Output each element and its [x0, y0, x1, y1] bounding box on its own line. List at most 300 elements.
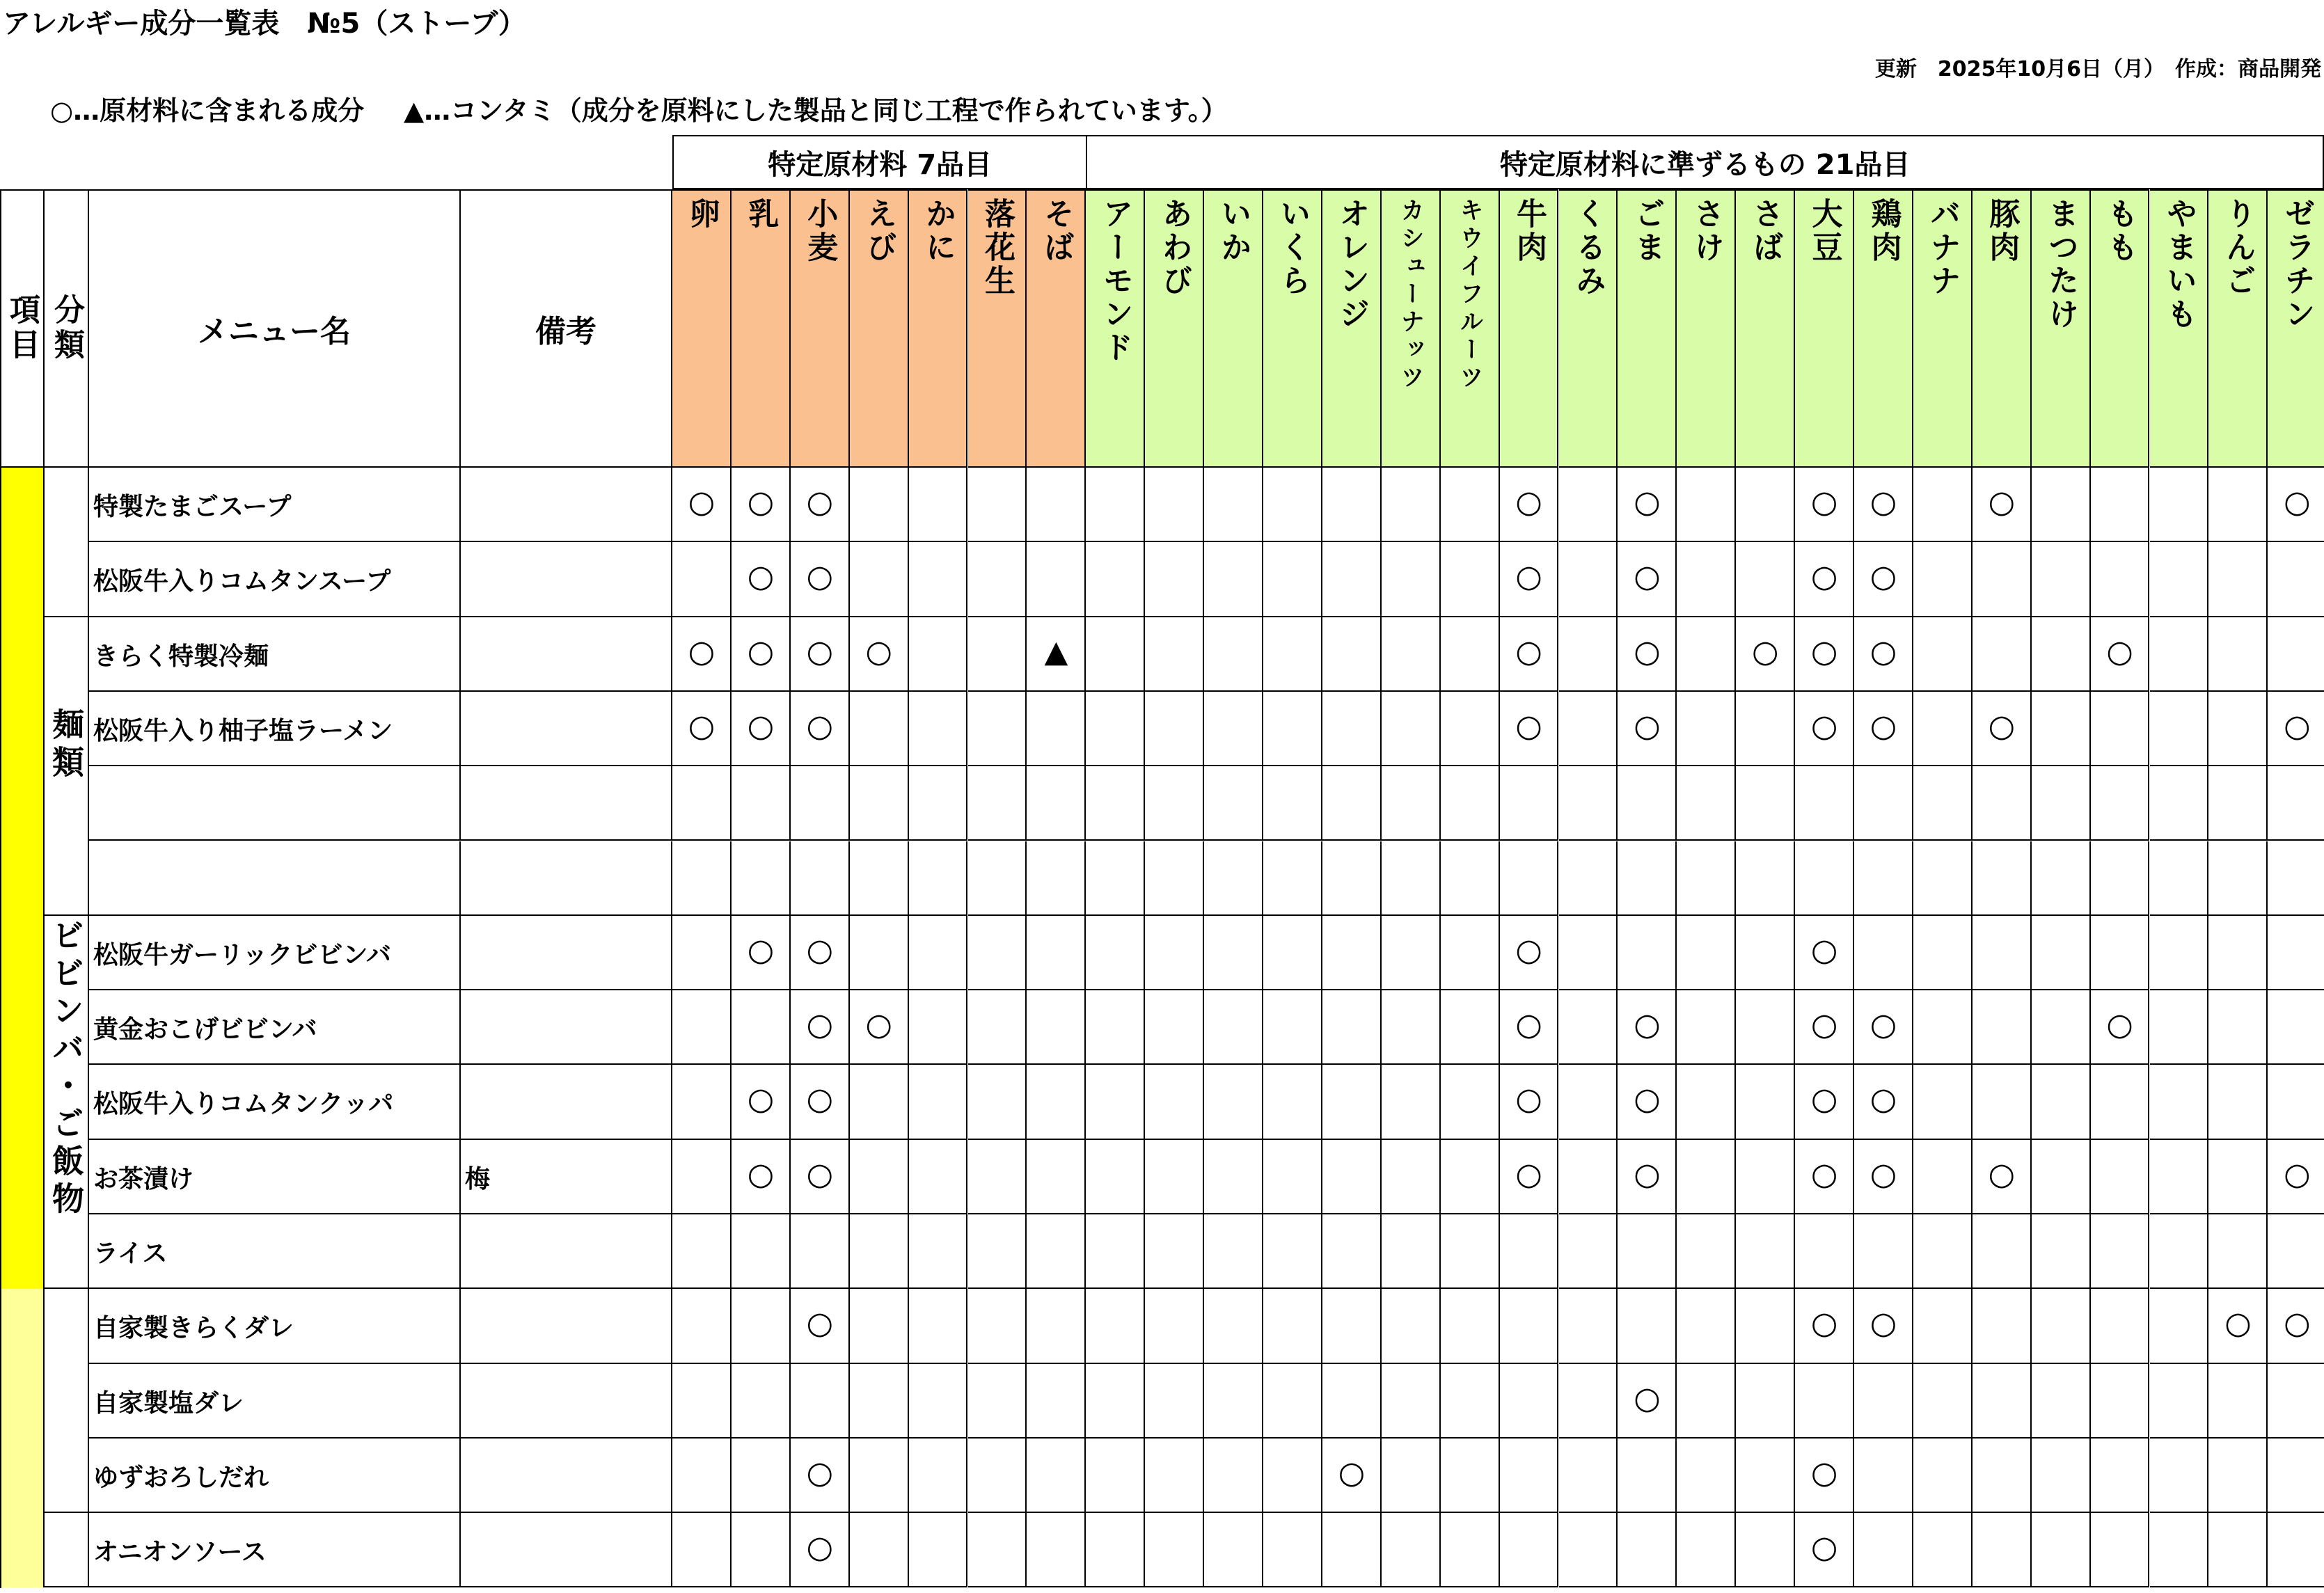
included-mark: ○ [1634, 1007, 1661, 1043]
category-label: ビビンバ・ご飯物 [47, 918, 85, 1219]
allergen-name: あわび [1156, 198, 1192, 298]
allergen-name: 鶏肉 [1865, 198, 1902, 264]
allergen-cell [1204, 1439, 1263, 1513]
allergen-cell [1973, 916, 2032, 990]
included-mark: ○ [1810, 1007, 1838, 1043]
included-mark: ○ [1870, 1306, 1897, 1342]
allergen-cell [2150, 692, 2209, 766]
allergen-cell [732, 1289, 791, 1363]
allergen-cell [1263, 468, 1322, 542]
allergen-cell [1145, 916, 1204, 990]
included-mark: ○ [1515, 932, 1542, 968]
allergen-cell [672, 1214, 732, 1289]
included-mark: ○ [1515, 1081, 1542, 1118]
update-info: 更新 2025年10月6日（月） 作成：商品開発 [1874, 57, 2321, 81]
allergen-name: さけ [1688, 198, 1724, 264]
allergen-cell [672, 1065, 732, 1139]
included-mark: ○ [688, 484, 716, 520]
allergen-cell [2208, 1214, 2268, 1289]
included-mark: ○ [1515, 1156, 1542, 1192]
allergen-cell [1441, 1140, 1500, 1214]
included-mark: ○ [806, 559, 833, 595]
allergen-cell [1322, 468, 1382, 542]
allergen-cell [1382, 542, 1441, 617]
included-mark: ○ [747, 633, 775, 669]
allergen-cell [909, 1140, 968, 1214]
contamination-mark: ▲ [1044, 633, 1068, 669]
allergen-cell [1677, 1513, 1736, 1587]
allergen-cell [1913, 766, 1973, 841]
allergen-cell [1027, 766, 1086, 841]
allergen-cell [1322, 542, 1382, 617]
allergen-cell [909, 692, 968, 766]
allergen-cell [2091, 1439, 2150, 1513]
allergen-cell [1204, 841, 1263, 916]
allergen-cell [672, 841, 732, 916]
included-mark: ○ [1338, 1455, 1366, 1491]
allergen-cell [2032, 990, 2091, 1065]
allergen-cell [1854, 841, 1913, 916]
category-group-4 [45, 1513, 89, 1587]
included-mark: ○ [806, 484, 833, 520]
allergen-cell [1618, 1513, 1677, 1587]
allergen-cell [1677, 766, 1736, 841]
allergen-name: カシューナッツ [1396, 198, 1425, 393]
allergen-cell [1559, 1513, 1618, 1587]
allergen-cell [1086, 1065, 1145, 1139]
allergen-cell [1559, 692, 1618, 766]
allergen-cell [850, 468, 909, 542]
allergen-cell [1027, 1065, 1086, 1139]
allergen-cell [1086, 468, 1145, 542]
allergen-cell [850, 692, 909, 766]
allergen-cell [1559, 1439, 1618, 1513]
included-mark: ○ [806, 932, 833, 968]
included-mark: ○ [1810, 932, 1838, 968]
allergen-cell [1086, 990, 1145, 1065]
allergen-cell [2268, 542, 2324, 617]
allergen-cell [2032, 1140, 2091, 1214]
allergen-cell [2208, 468, 2268, 542]
allergen-header-11 [1322, 189, 1382, 468]
menu-name: 松阪牛ガーリックビビンバ [93, 940, 392, 969]
allergen-header-12 [1382, 189, 1441, 468]
note-cell [461, 692, 672, 766]
allergen-cell [1559, 1214, 1618, 1289]
allergen-cell [1559, 1140, 1618, 1214]
allergen-cell [1854, 1513, 1913, 1587]
allergen-cell [1973, 766, 2032, 841]
allergen-cell [2091, 766, 2150, 841]
allergen-header-22 [1973, 189, 2032, 468]
included-mark: ○ [688, 708, 716, 744]
allergen-cell [1382, 990, 1441, 1065]
allergen-cell [2268, 1513, 2324, 1587]
allergen-cell [968, 1439, 1027, 1513]
allergen-cell [1441, 990, 1500, 1065]
allergen-name: 乳 [743, 198, 779, 231]
allergen-cell [1973, 1364, 2032, 1439]
included-mark: ○ [747, 1156, 775, 1192]
allergen-header-8 [1145, 189, 1204, 468]
allergen-header-15 [1559, 189, 1618, 468]
allergen-cell [1263, 1214, 1322, 1289]
allergen-cell [968, 766, 1027, 841]
allergen-header-20 [1854, 189, 1913, 468]
menu-cell [89, 841, 461, 916]
allergen-cell [1204, 1364, 1263, 1439]
allergen-cell [791, 841, 850, 916]
allergen-header-19 [1795, 189, 1854, 468]
allergen-name: 大豆 [1806, 198, 1842, 264]
allergen-cell [2032, 1513, 2091, 1587]
allergen-cell [1973, 1065, 2032, 1139]
allergen-cell [732, 1513, 791, 1587]
allergen-cell [909, 1364, 968, 1439]
allergen-header-23 [2032, 189, 2091, 468]
allergen-cell [1204, 617, 1263, 692]
included-mark: ○ [1751, 633, 1779, 669]
allergen-cell [1736, 1513, 1795, 1587]
allergen-cell [1086, 542, 1145, 617]
allergen-cell [1145, 1364, 1204, 1439]
allergen-cell [2091, 841, 2150, 916]
allergen-cell [909, 990, 968, 1065]
menu-name: 松阪牛入りコムタンスープ [93, 567, 391, 596]
included-mark: ○ [1515, 633, 1542, 669]
included-mark: ○ [1810, 1306, 1838, 1342]
menu-cell [89, 766, 461, 841]
allergen-cell [2150, 1513, 2209, 1587]
included-mark: ○ [747, 932, 775, 968]
allergen-cell [968, 916, 1027, 990]
allergen-cell [672, 1140, 732, 1214]
item-column-label: 項目 [4, 294, 40, 363]
allergen-cell [672, 542, 732, 617]
allergen-name: ごま [1629, 198, 1665, 264]
allergen-cell [1795, 841, 1854, 916]
allergen-cell [1854, 766, 1913, 841]
included-mark: ○ [865, 1007, 892, 1043]
included-mark: ○ [1515, 708, 1542, 744]
allergen-cell [1145, 1214, 1204, 1289]
note-cell [461, 1140, 672, 1214]
allergen-cell [2032, 841, 2091, 916]
allergen-cell [1677, 1364, 1736, 1439]
allergen-cell [1618, 916, 1677, 990]
allergen-cell [1913, 990, 1973, 1065]
allergen-cell [2091, 692, 2150, 766]
allergen-cell [1382, 468, 1441, 542]
included-mark: ○ [1810, 708, 1838, 744]
allergen-cell [1677, 841, 1736, 916]
allergen-cell [1322, 1513, 1382, 1587]
allergen-cell [968, 617, 1027, 692]
included-mark: ○ [1634, 484, 1661, 520]
included-mark: ○ [1810, 633, 1838, 669]
allergen-cell [2091, 1065, 2150, 1139]
allergen-cell [1204, 1065, 1263, 1139]
allergen-header-16 [1618, 189, 1677, 468]
allergen-name: やまいも [2160, 198, 2197, 331]
menu-name: きらく特製冷麺 [93, 642, 269, 671]
allergen-cell [672, 1289, 732, 1363]
table-left-border [0, 189, 1, 1588]
allergen-cell [1973, 1214, 2032, 1289]
menu-name: ゆずおろしだれ [93, 1463, 269, 1492]
allergen-cell [1382, 1065, 1441, 1139]
allergen-cell [1027, 841, 1086, 916]
included-mark: ○ [1810, 1156, 1838, 1192]
allergen-name: そば [1038, 198, 1074, 264]
allergen-name: キウイフルーツ [1455, 198, 1484, 393]
allergen-cell [1618, 841, 1677, 916]
allergen-cell [1441, 617, 1500, 692]
allergen-cell [1322, 1140, 1382, 1214]
allergen-cell [1263, 1289, 1322, 1363]
menu-name: 自家製きらくダレ [93, 1314, 294, 1343]
allergen-cell [1913, 1289, 1973, 1363]
allergen-cell [1204, 542, 1263, 617]
allergen-cell [2268, 990, 2324, 1065]
allergen-name: りんご [2220, 198, 2256, 298]
menu-name: お茶漬け [93, 1164, 194, 1194]
allergen-cell [1322, 841, 1382, 916]
allergen-cell [2268, 617, 2324, 692]
allergen-cell [909, 1439, 968, 1513]
allergen-cell [672, 1513, 732, 1587]
allergen-cell [1677, 1439, 1736, 1513]
allergen-cell [1677, 1140, 1736, 1214]
allergen-cell [1736, 990, 1795, 1065]
allergen-cell [1145, 692, 1204, 766]
allergen-cell [1677, 1289, 1736, 1363]
allergen-cell [1263, 990, 1322, 1065]
allergen-cell [2032, 1065, 2091, 1139]
allergen-cell [1263, 1439, 1322, 1513]
allergen-cell [1027, 1214, 1086, 1289]
included-mark: ○ [747, 484, 775, 520]
allergen-cell [1145, 1140, 1204, 1214]
allergen-cell [1736, 468, 1795, 542]
allergen-cell [1322, 1214, 1382, 1289]
allergen-cell [1973, 1289, 2032, 1363]
allergen-cell [968, 692, 1027, 766]
allergen-cell [732, 1214, 791, 1289]
category-column-label: 分類 [49, 294, 84, 363]
allergen-cell [909, 468, 968, 542]
allergen-cell [1382, 1513, 1441, 1587]
allergen-cell [850, 1065, 909, 1139]
allergen-cell [909, 766, 968, 841]
allergen-cell [1204, 692, 1263, 766]
allergen-cell [1677, 468, 1736, 542]
allergen-cell [1086, 1214, 1145, 1289]
allergen-cell [1145, 468, 1204, 542]
included-mark: ○ [1870, 633, 1897, 669]
allergen-cell [2208, 990, 2268, 1065]
allergen-name: 卵 [683, 198, 720, 231]
allergen-cell [2032, 766, 2091, 841]
note-cell [461, 542, 672, 617]
allergen-cell [1204, 916, 1263, 990]
allergen-cell [1559, 841, 1618, 916]
allergen-cell [1677, 542, 1736, 617]
allergen-cell [850, 1214, 909, 1289]
allergen-name: 小麦 [802, 198, 838, 264]
group7-header: 特定原材料 7品目 [672, 135, 1086, 189]
allergen-cell [1913, 1214, 1973, 1289]
allergen-cell [1204, 468, 1263, 542]
included-mark: ○ [1870, 484, 1897, 520]
allergen-cell [968, 468, 1027, 542]
allergen-cell [1913, 1364, 1973, 1439]
allergen-cell [1322, 692, 1382, 766]
included-mark: ○ [806, 1007, 833, 1043]
menu-name: 特製たまごスープ [93, 493, 292, 521]
allergen-cell [1027, 692, 1086, 766]
allergen-name: 落花生 [979, 198, 1015, 298]
allergen-header-5 [968, 189, 1027, 468]
allergen-cell [1736, 916, 1795, 990]
allergen-cell [1677, 617, 1736, 692]
included-mark: ○ [747, 708, 775, 744]
allergen-cell [1618, 1214, 1677, 1289]
menu-name: 松阪牛入りコムタンクッパ [93, 1090, 394, 1119]
allergen-cell [1854, 1364, 1913, 1439]
included-mark: ○ [806, 633, 833, 669]
allergen-name: くるみ [1570, 198, 1606, 298]
allergen-cell [1559, 1364, 1618, 1439]
allergen-cell [1441, 1214, 1500, 1289]
menu-column-label: メニュー名 [198, 314, 351, 349]
allergen-cell [791, 1214, 850, 1289]
allergen-cell [2268, 1364, 2324, 1439]
included-mark: ○ [2106, 633, 2133, 669]
allergen-cell [1736, 542, 1795, 617]
allergen-cell [1263, 766, 1322, 841]
allergen-cell [1204, 766, 1263, 841]
included-mark: ○ [2284, 1156, 2311, 1192]
allergen-name: アーモンド [1097, 198, 1133, 365]
allergen-cell [1677, 990, 1736, 1065]
allergen-name: バナナ [1924, 198, 1961, 298]
included-mark: ○ [1988, 1156, 2015, 1192]
included-mark: ○ [1515, 1007, 1542, 1043]
allergen-cell [1559, 1289, 1618, 1363]
allergen-cell [1086, 1289, 1145, 1363]
legend-included: ○…原材料に含まれる成分 [50, 95, 365, 126]
allergen-cell [1559, 990, 1618, 1065]
allergen-cell [1382, 1214, 1441, 1289]
allergen-cell [968, 1364, 1027, 1439]
allergen-cell [1618, 1439, 1677, 1513]
allergen-cell [1500, 1513, 1559, 1587]
allergen-cell [2208, 1140, 2268, 1214]
allergen-name: オレンジ [1334, 198, 1370, 331]
allergen-cell [1322, 1065, 1382, 1139]
allergen-cell [2268, 1439, 2324, 1513]
allergen-cell [1027, 1513, 1086, 1587]
allergen-header-18 [1736, 189, 1795, 468]
allergen-cell [968, 1065, 1027, 1139]
allergen-cell [2208, 1439, 2268, 1513]
allergen-cell [1500, 1364, 1559, 1439]
allergen-cell [672, 1439, 732, 1513]
included-mark: ○ [1870, 1156, 1897, 1192]
included-mark: ○ [1634, 1081, 1661, 1118]
allergen-cell [850, 1289, 909, 1363]
note-cell [461, 1364, 672, 1439]
allergen-cell [1618, 766, 1677, 841]
menu-name: 松阪牛入り柚子塩ラーメン [93, 716, 393, 745]
allergen-cell [1204, 1214, 1263, 1289]
allergen-cell [968, 1513, 1027, 1587]
allergen-header-13 [1441, 189, 1500, 468]
allergen-header-4 [909, 189, 968, 468]
allergen-cell [1263, 1140, 1322, 1214]
allergen-cell [2208, 1065, 2268, 1139]
allergen-cell [1145, 1513, 1204, 1587]
allergen-cell [1382, 1439, 1441, 1513]
allergen-header-2 [791, 189, 850, 468]
allergen-cell [2032, 1364, 2091, 1439]
included-mark: ○ [1870, 559, 1897, 595]
included-mark: ○ [1810, 1530, 1838, 1566]
included-mark: ○ [1870, 1007, 1897, 1043]
allergen-cell [1086, 1140, 1145, 1214]
allergen-cell [1382, 1289, 1441, 1363]
allergen-cell [1027, 916, 1086, 990]
allergen-cell [1559, 1065, 1618, 1139]
allergen-cell [1204, 1513, 1263, 1587]
allergen-name: ゼラチン [2279, 198, 2315, 331]
allergen-header-24 [2091, 189, 2150, 468]
allergen-cell [1382, 1364, 1441, 1439]
allergen-cell [1736, 1065, 1795, 1139]
note-cell [461, 1289, 672, 1363]
allergen-cell [909, 1214, 968, 1289]
included-mark: ○ [1988, 484, 2015, 520]
note-column-header [461, 189, 672, 468]
allergen-cell [850, 1140, 909, 1214]
menu-name: 黄金おこげビビンバ [93, 1015, 317, 1045]
included-mark: ○ [1988, 708, 2015, 744]
allergen-cell [850, 1439, 909, 1513]
allergen-cell [1500, 1214, 1559, 1289]
category-group-0 [45, 468, 89, 617]
allergen-cell [1204, 1140, 1263, 1214]
included-mark: ○ [1634, 708, 1661, 744]
note-cell [461, 617, 672, 692]
note-cell [461, 1065, 672, 1139]
note-cell [461, 990, 672, 1065]
allergen-cell [1027, 468, 1086, 542]
allergen-cell [732, 990, 791, 1065]
allergen-cell [2091, 1214, 2150, 1289]
allergen-cell [1145, 766, 1204, 841]
included-mark: ○ [1634, 1380, 1661, 1416]
allergen-cell [2208, 766, 2268, 841]
allergen-cell [1559, 617, 1618, 692]
note-cell [461, 1439, 672, 1513]
allergen-cell [1086, 692, 1145, 766]
allergen-cell [1913, 542, 1973, 617]
allergen-cell [2091, 468, 2150, 542]
allergen-cell [2208, 692, 2268, 766]
allergen-cell [1973, 841, 2032, 916]
included-mark: ○ [1634, 559, 1661, 595]
